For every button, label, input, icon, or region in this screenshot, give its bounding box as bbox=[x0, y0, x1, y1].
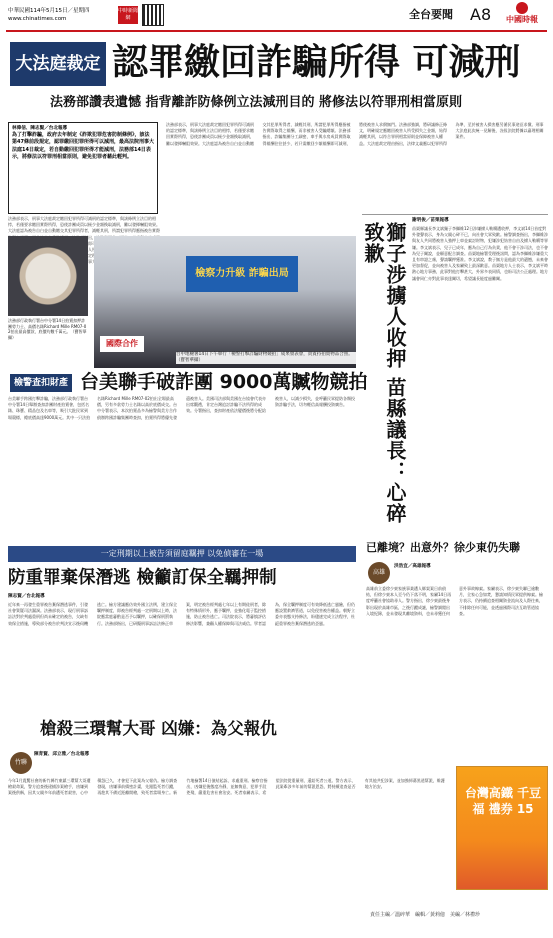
brand-icon bbox=[516, 2, 528, 14]
xu-byline: 洪浩宜／高雄報導 bbox=[394, 564, 431, 569]
footer-credits: 責任主編／溫碎華 編輯／黃莉億 美編／林禮珍 bbox=[370, 912, 481, 918]
lead-body-continued: 法務部表示，刑事大法庭裁定繳回犯罪所得可減刑的認定標準，與該條例立法目的相悖，若僅要求繳回實際所得，恐使詐團成員以極少金額換取減刑，難以發揮嚇阻效果。大法庭認為被告自白並自動繳交其犯罪所得者，減輕其刑，所謂犯罪所得應指被告實際 指出， 報酬即可減 被害人所受 定 求償。刑事大法庭此次 bbox=[8, 216, 160, 265]
xu-body: 高雄前立委徐少東家族事業遭人綁架案日前偵結，但徐少東本人至今仍下落不明，家屬14日再度呼籲社會協助尋人。警方指出，徐少東最後身影出現於高雄市區，之後行蹤成謎，檢警調閱出入境紀錄，並未發現其離境資料，也未尋獲任何意外事故線索。家屬表示，徐少東失聯已逾數月，全家心急如焚，懇請知情民眾提供線索。檢方表示，仍持續追查相關資金流向及人際往來，不排除任何可能，並透過國際司法互助管道協查。 bbox=[366, 586, 543, 616]
brand-logo bbox=[499, 2, 545, 30]
stage-board: 檢察力升級 詐騙出局 bbox=[186, 256, 298, 292]
hsr-ad-title: 台灣高鐵 千豆福 禮券 15 bbox=[464, 786, 542, 816]
masthead-site: www.chinatimes.com bbox=[8, 16, 67, 22]
masthead bbox=[0, 0, 553, 32]
triad-tag-icon: 竹聯 bbox=[10, 752, 32, 774]
auction-photo-caption: 台中地檢署14日下午舉行「檢警打擊詐騙財物競拍」成果發表會，貴賓持拍賣物品合照。（寶智華攝） bbox=[176, 352, 356, 364]
fugitive-banner: 一定刑期以上被告須留庭羈押 以免偵審在一場 bbox=[8, 546, 356, 562]
lead-kicker: 大法庭裁定 bbox=[10, 42, 106, 86]
auction-photo bbox=[94, 236, 356, 368]
watch-caption: 法務部行政執行署台中分署14日拍賣扣押詐團勞力士、高價名錶Richard Mille RM07-02拍出最高價款，底價約數千萬元。（寶智華攝） bbox=[8, 318, 87, 340]
page-number: A8 bbox=[470, 5, 492, 24]
qr-code-icon bbox=[142, 4, 164, 26]
triad-headline: 槍殺三環幫大哥 凶嫌：為父報仇 bbox=[40, 719, 277, 738]
xu-headline: 已離境？出意外？徐少東仍失聯 bbox=[366, 541, 520, 554]
xu-tag-icon: 高雄 bbox=[368, 562, 390, 584]
watch-photo bbox=[8, 236, 88, 316]
auction-kicker: 檢警查扣財產 bbox=[10, 374, 72, 392]
international-banner: 國際合作 bbox=[100, 336, 144, 352]
lion-body: 苗栗縣議長李文斌獨子李獅維12日涉嫌擄人勒贖遭收押，李文斌14日首度對外發聲表示，身為父親心碎不已，向社會大眾致歉。檢警調查指出，李獅維涉與友人共同將被害人強押上車並索討財物，犯嫌涉犯妨害自由及擄人勒贖等罪嫌。李文斌表示，兒子已成年，應為自己行為負責，他不會干涉司法，也不會為兒子關說，並願意配合調查。苗栗地檢署受理後訊問，認為李獅維涉嫌重大且有串證之虞，聲請羈押獲准。李文斌說，教子無方是他最大的遺憾，未來會更加督促，並向被害人及家屬致上最深歉意。苗栗地方人士表示，李文斌平時熱心地方事務，此事對他打擊甚大，外界多表同情，也盼司法公正處理。地方議會同仁亦對此事表達關切，希望議長能度過難關。 bbox=[412, 226, 548, 281]
lead-summary: 為了打擊詐騙，政府去年制定《詐欺犯罪危害防制條例》，該法第47條前段規定，認罪繳回犯罪所得可以減刑，最高法院刑事大法庭14日裁定，若自動繳回犯罪所得才能減刑，法務部14日表示，將修法以符罪刑相當原則，避免犯罪者藉此輕判。 bbox=[12, 132, 154, 160]
masthead-date: 中華民國114年5月15日／星期四 bbox=[8, 8, 90, 14]
hsr-ad bbox=[456, 766, 548, 890]
auction-body: 台美聯手跨國打擊詐騙，法務部行政執行署台中分署14日舉辦查扣詐團財產拍賣會，包括名錶、珠寶、精品包及名車等，吸引大批民眾到場競標，總底價高達9000萬元。其中一只法拍名錶Richard Mille RM07-02拍出全場最高價，另有多款勞力士名錶以高於底價成交。台中分署表示，本次拍賣品多為檢警與美方合作偵辦跨國詐騙集團時查扣，拍賣所得將優先發還被害人。美國司法部與美國在台協會代表亦出席觀禮，肯定台灣追討詐騙不法所得的成效。分署指出，查扣財產依法變價後將分配給被害人，以減少損失，並呼籲民眾提防各類投資詐騙手法，切勿輕信高報酬投資廣告。 bbox=[8, 396, 355, 420]
lion-headline: 獅子涉擄人收押 苗縣議長：心碎致歉 bbox=[361, 222, 407, 524]
auction-headline: 台美聯手破詐團 9000萬贓物競拍 bbox=[80, 371, 368, 393]
lead-summary-box bbox=[8, 122, 158, 214]
brand-text: 中國時報 bbox=[506, 15, 538, 24]
section-label: 全台要聞 bbox=[409, 8, 453, 21]
chinatimes-news-logo bbox=[118, 6, 138, 24]
fugitive-body: 近年來一再發生重罪被告棄保潛逃事件，引發社會質疑司法漏洞。法務部表示，現行刑事訴訟法對於判處重刑但尚未確定的被告，欠缺有效保全措施，導致部分被告於判決宣示後伺機逃亡。檢方建議應仿效外國立法例，建立保全羈押制度，即被告經判處一定刑期以上時，法院應當庭審酌是否予以羈押，以確保刑罰執行。法務部指出，已研擬刑事訴訟法修正草案，明定被告經判處七年以上有期徒刑者，除有特殊情形外，應予羈押，並強化電子監控措施，防止被告逃亡。司法院表示，將審慎評估修法影響，兼顧人權保障與司法威信。學者認為，保全羈押制度可有效降低逃亡風險，但仍應設置救濟管道，以免侵害被告權益。朝野立委亦表態支持修法，盼儘速完成立法程序，杜絕重罪被告棄保潛逃的歪風。 bbox=[8, 602, 355, 626]
triad-body: 今年1月震驚社會的新竹縣竹東鎮三環幫大哥遭槍殺命案，警方追查後逮捕涉案槍手，凶嫌到案後供稱，因其父親多年前遭死者殺害，心中積怨已久，才會犯下此案為父報仇。檢方調查發現，凶嫌事前縝密計畫，先跟監死者行蹤，再趁其不備近距離開槍，致死者當場身亡。新竹地檢署14日偵結起訴，求處重刑。檢察官指出，凶嫌犯後態度冷靜，並無悔意，犯罪手段兇殘，嚴重危害社會治安。死者家屬表示，希望法院從重量刑，還給死者公道。警方表示，此案牽涉多年前的幫派恩怨，將持續追查是否有其他共犯涉案，並加強掃蕩黑道幫派，維護地方治安。 bbox=[8, 778, 445, 796]
lead-byline: 林偉信、陳志賢／台北報導 bbox=[12, 126, 68, 131]
logo-text: 中時新聞網 bbox=[118, 8, 139, 21]
fugitive-headline: 防重罪棄保潛逃 檢籲訂保全羈押制 bbox=[8, 568, 277, 588]
lead-body: 法務部表示，刑事大法庭裁定繳回犯罪所得可減刑的認定標準，與該條例立法目的相悖，若僅要求繳回實際所得，恐使詐團成員以極少金額換取減刑，難以發揮嚇阻效果。大法庭認為被告自白並自動繳交其犯罪所得者，減輕其刑，所謂犯罪所得應指被告實際取得之報酬，而非被害人受騙總額。法務部指出，詐騙集團分工細密，車手與水房成員實際取得報酬往往甚少，若只需繳回少額報酬即可減刑，將使被害人求償無門。法務部強調，將研議修正條文，明確規定應繳回被害人所受損失之金額，始得減輕其刑，以符合罪刑相當原則並保障被害人權益。大法庭裁定理由指出，法律文義應以犯罪所得為準，至於被害人損害應另循民事途徑求償。刑事大法庭此次統一見解後，各級法院將據以審理相關案件。 bbox=[166, 122, 544, 146]
triad-byline: 陳育賢、邱立雅／台北報導 bbox=[34, 752, 90, 757]
lion-byline: 謝明俊／苗栗報導 bbox=[412, 218, 449, 223]
fugitive-byline: 陳志賢／台北報導 bbox=[8, 594, 45, 599]
lead-headline: 認罪繳回詐騙所得 可減刑 bbox=[112, 42, 521, 83]
lead-subhead: 法務部讚表遺憾 指背離詐防條例立法減刑目的 將修法以符罪刑相當原則 bbox=[50, 95, 463, 110]
